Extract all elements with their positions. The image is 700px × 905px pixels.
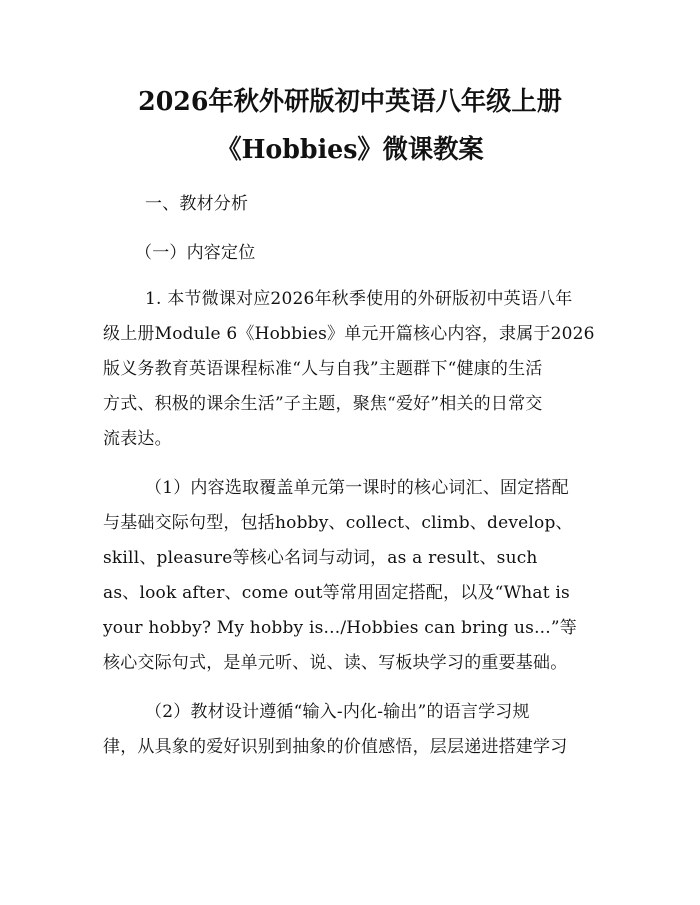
paragraph-1-line-2: 级上册Module 6《Hobbies》单元开篇核心内容，隶属于2026 <box>103 324 595 344</box>
paragraph-3-line-2: 律，从具象的爱好识别到抽象的价值感悟，层层递进搭建学习 <box>103 737 568 757</box>
section-heading: 一、教材分析 <box>145 194 249 214</box>
paragraph-3-line-1: （2）教材设计遵循“输入-内化-输出”的语言学习规 <box>145 702 530 722</box>
document-title-line-1: 2026年秋外研版初中英语八年级上册 <box>138 87 562 117</box>
paragraph-2-line-5: your hobby? My hobby is.../Hobbies can bring us...”等 <box>103 618 577 638</box>
paragraph-1-line-3: 版义务教育英语课程标准“人与自我”主题群下“健康的生活 <box>103 359 543 379</box>
subsection-heading: （一）内容定位 <box>135 243 256 263</box>
paragraph-1-line-5: 流表达。 <box>103 429 172 449</box>
paragraph-2-line-2: 与基础交际句型，包括hobby、collect、climb、develop、 <box>103 513 573 533</box>
paragraph-1-line-1: 1. 本节微课对应2026年秋季使用的外研版初中英语八年 <box>145 289 573 309</box>
paragraph-2-line-3: skill、pleasure等核心名词与动词，as a result、such <box>103 548 538 568</box>
paragraph-2-line-4: as、look after、come out等常用固定搭配，以及“What is <box>103 583 570 603</box>
paragraph-1-line-4: 方式、积极的课余生活”子主题，聚焦“爱好”相关的日常交 <box>103 394 543 414</box>
document-title-line-2: 《Hobbies》微课教案 <box>216 135 484 165</box>
paragraph-2-line-1: （1）内容选取覆盖单元第一课时的核心词汇、固定搭配 <box>145 478 569 498</box>
paragraph-2-line-6: 核心交际句式，是单元听、说、读、写板块学习的重要基础。 <box>103 653 568 673</box>
